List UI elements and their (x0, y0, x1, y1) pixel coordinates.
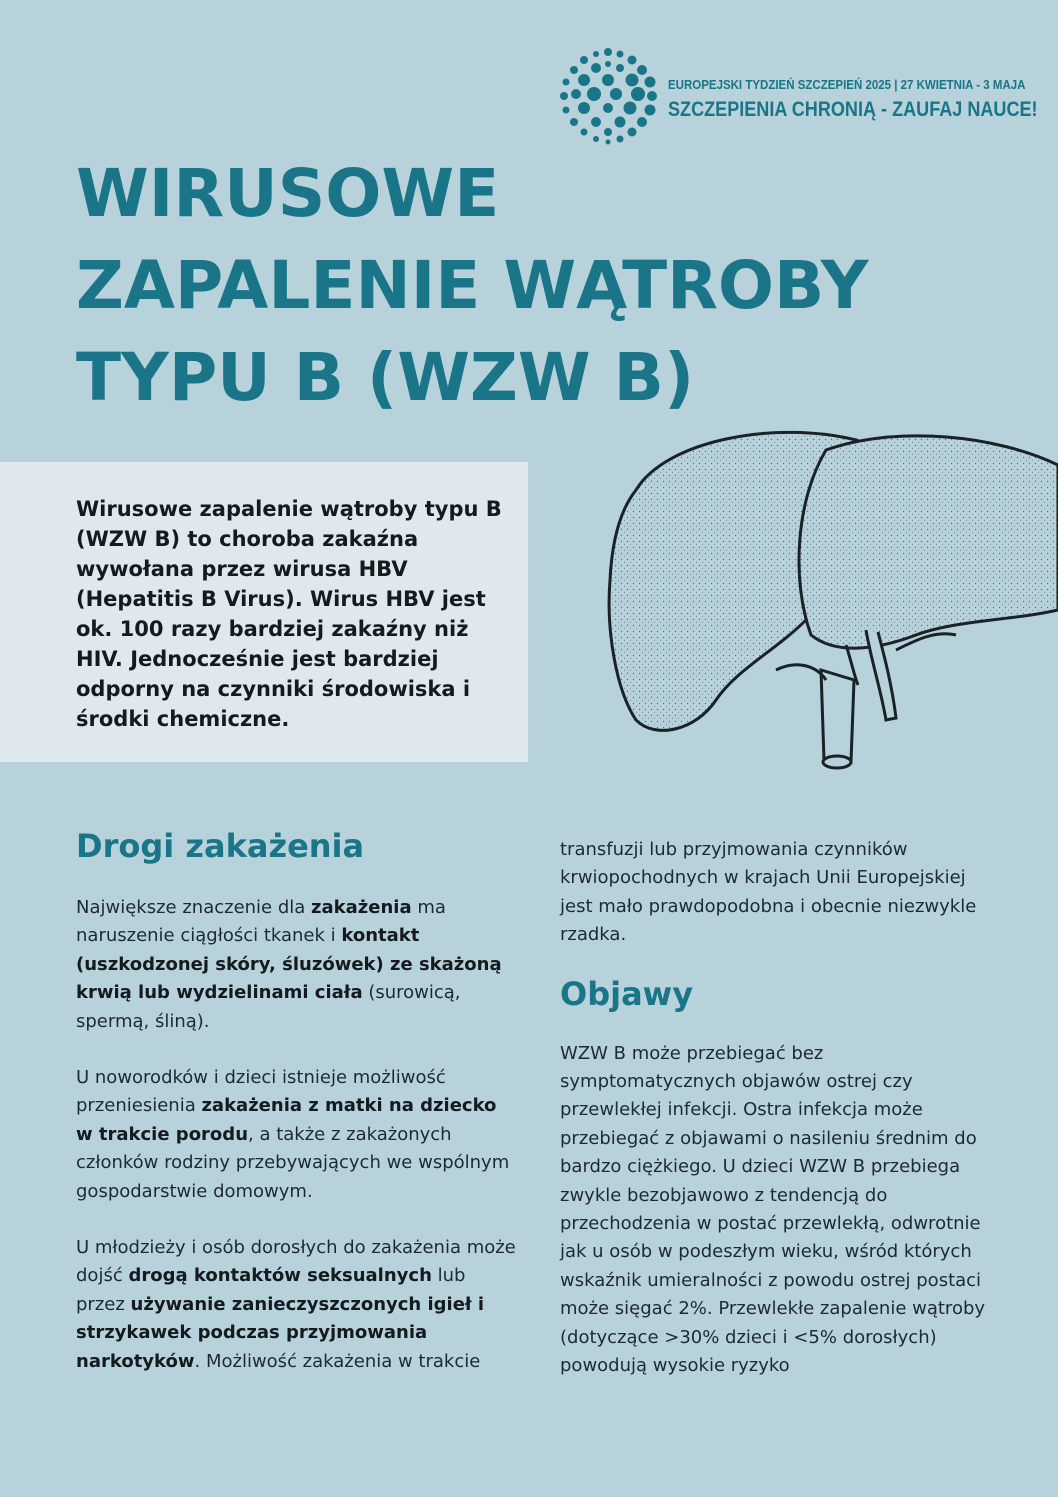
text-part: ma naruszenie ciągłości tkanek i (76, 897, 446, 947)
text-part: U noworodków i dzieci istnieje możliwość przeniesienia (76, 1067, 446, 1117)
page-title (76, 148, 896, 424)
text-part: Największe znaczenie dla (76, 897, 312, 918)
bold-text: zakażenia (311, 897, 412, 918)
paragraph-symptoms: WZW B może przebiegać bez symptomatycznych objawów ostrej czy przewlekłej infekcji. Ostra infekcja może przebiegać z objawami o nasileniu średnim do bardzo ciężkiego. U dzieci WZW B przebiega zwykle bezobjawowo z tendencją do przechodzenia w postać przewlekłą, odwrotnie jak u osób w podeszłym wieku, wśród których wskaźnik umieralności z powodu ostrej postaci może sięgać 2%. Przewlekłe zapalenie wątroby (dotyczące >30% dzieci i <5% dorosłych) powodują wysokie ryzyko (560, 1042, 986, 1377)
bold-text: drogą kontaktów seksualnych (128, 1265, 432, 1287)
intro-paragraph (76, 494, 516, 734)
title-line: TYPU B (WZW B) (76, 339, 695, 416)
dotted-sphere-icon (556, 44, 660, 148)
text-part: lub przez (76, 1265, 466, 1315)
title-line: WIRUSOWE (76, 155, 500, 232)
title-line: ZAPALENIE WĄTROBY (76, 247, 869, 324)
paragraph-transmission (76, 894, 516, 1036)
paragraph-adults (76, 1234, 516, 1376)
bold-text: używanie zanieczyszczonych igieł i strzykawek podczas przyjmowania narkotyków (76, 1293, 485, 1372)
logo-subtitle: EUROPEJSKI TYDZIEŃ SZCZEPIEŃ 2025 | 27 KWIETNIA - 3 MAJA (668, 78, 1026, 92)
section-heading-objawy: Objawy (560, 974, 694, 1013)
intro-hbv: HBV (358, 557, 408, 581)
paragraph-newborns (76, 1064, 516, 1206)
campaign-logo (556, 44, 1038, 148)
text-part: , a także z zakażonych członków rodziny przebywających we wspólnym gospodarstwie domowym. (76, 1123, 510, 1202)
liver-illustration (596, 420, 1058, 780)
text-part: U młodzieży i osób dorosłych do zakażenia może dojść (76, 1237, 516, 1287)
bold-text: zakażenia z matki na dziecko w trakcie porodu (76, 1095, 497, 1145)
text-part: . Możliwość zakażenia w trakcie (194, 1350, 481, 1372)
logo-slogan: SZCZEPIENIA CHRONIĄ - ZAUFAJ NAUCE! (668, 98, 1038, 121)
intro-text-part: Wirusowe zapalenie wątroby typu B (WZW B) to choroba zakaźna wywołana przez wirusa (76, 497, 502, 581)
right-column (560, 836, 1000, 1381)
section-heading-drogi: Drogi zakażenia (76, 827, 365, 865)
bold-text: kontakt (uszkodzonej skóry, śluzówek) ze skażoną krwią lub wydzielinami ciała (76, 925, 502, 1004)
intro-text-part: (Hepatitis B Virus). Wirus HBV jest ok. 100 razy bardziej zakaźny niż HIV. Jednocześnie jest bardziej odporny na czynniki środowiska i środki chemiczne. (76, 587, 486, 731)
paragraph-continuation: transfuzji lub przyjmowania czynników krwiopochodnych w krajach Unii Europejskiej jest mało prawdopodobna i obecnie niezwykle rzadka. (560, 839, 977, 946)
text-part: (surowicą, spermą, śliną). (76, 982, 461, 1032)
left-column (76, 826, 516, 1376)
